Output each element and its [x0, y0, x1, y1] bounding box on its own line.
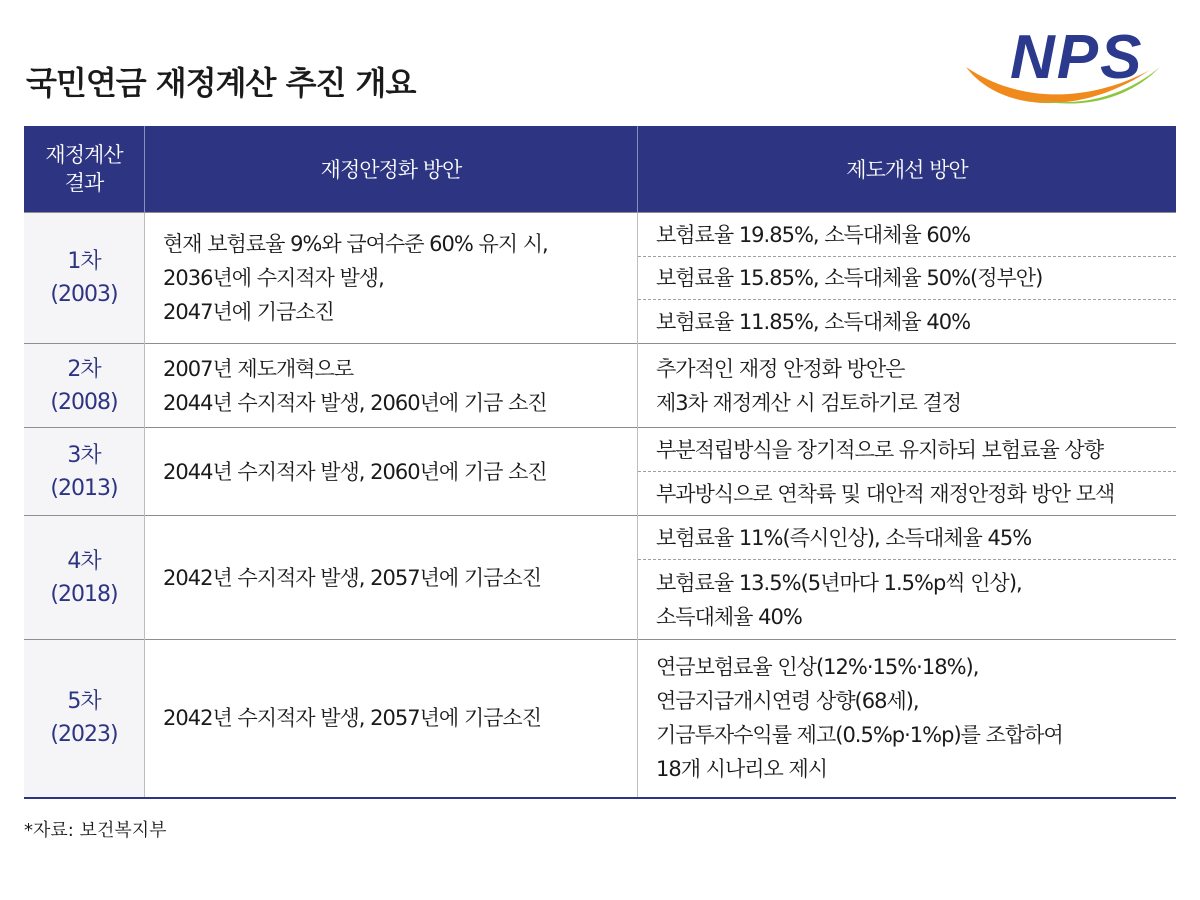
round-label: 3차 [67, 442, 101, 468]
reform-cell [638, 516, 1177, 560]
reform-cell [638, 300, 1177, 344]
stability-cell [145, 344, 638, 428]
stability-cell [145, 640, 638, 798]
stability-line: 2044년 수지적자 발생, 2060년에 기금 소진 [163, 390, 547, 415]
reform-line: 보험료율 11%(즉시인상), 소득대체율 45% [656, 525, 1032, 550]
table-row [24, 344, 1176, 428]
round-year: (2023) [50, 722, 118, 748]
stability-line: 2007년 제도개혁으로 [163, 356, 354, 381]
header-reform: 제도개선 방안 [638, 126, 1177, 213]
reform-cell [638, 344, 1177, 428]
reform-line: 부분적립방식을 장기적으로 유지하되 보험료율 상향 [656, 437, 1103, 462]
source-note: *자료: 보건복지부 [24, 820, 167, 841]
round-cell [24, 344, 145, 428]
round-cell [24, 428, 145, 516]
table-row [24, 428, 1176, 472]
round-label: 4차 [67, 548, 101, 574]
round-cell [24, 213, 145, 344]
reform-line: 보험료율 11.85%, 소득대체율 40% [656, 309, 971, 334]
reform-cell [638, 257, 1177, 300]
stability-line: 2042년 수지적자 발생, 2057년에 기금소진 [163, 706, 541, 731]
nps-logo [960, 22, 1170, 117]
reform-line: 보험료율 13.5%(5년마다 1.5%p씩 인상), [656, 570, 1022, 595]
pension-table [24, 126, 1176, 799]
stability-line: 2047년에 기금소진 [163, 300, 334, 324]
reform-line: 연금지급개시연령 상향(68세), [656, 689, 919, 714]
stability-cell [145, 428, 638, 516]
round-cell [24, 640, 145, 798]
table-row [24, 213, 1176, 257]
round-label: 1차 [67, 249, 101, 274]
page-title: 국민연금 재정계산 추진 개요 [26, 64, 416, 102]
round-year: (2018) [50, 581, 118, 607]
reform-cell [638, 428, 1177, 472]
reform-cell [638, 560, 1177, 640]
reform-line: 보험료율 15.85%, 소득대체율 50%(정부안) [656, 266, 1043, 290]
stability-line: 2042년 수지적자 발생, 2057년에 기금소진 [163, 565, 541, 590]
reform-line: 소득대체율 40% [656, 604, 802, 629]
header-result [24, 126, 145, 213]
round-year: (2003) [50, 282, 118, 307]
reform-line: 연금보험료율 인상(12%·15%·18%), [656, 655, 979, 680]
round-cell [24, 516, 145, 640]
table-row [24, 640, 1176, 798]
round-label: 5차 [67, 689, 101, 715]
stability-cell [145, 213, 638, 344]
stability-line: 2044년 수지적자 발생, 2060년에 기금 소진 [163, 459, 547, 484]
table-header-row [24, 126, 1176, 213]
reform-line: 기금투자수익률 제고(0.5%p·1%p)를 조합하여 [656, 723, 1063, 748]
header-result-label: 재정계산 결과 [45, 143, 123, 195]
stability-line: 2036년에 수지적자 발생, [163, 266, 384, 290]
header-stability: 재정안정화 방안 [145, 126, 638, 213]
reform-line: 부과방식으로 연착륙 및 대안적 재정안정화 방안 모색 [656, 481, 1115, 506]
reform-cell [638, 213, 1177, 257]
reform-line: 보험료율 19.85%, 소득대체율 60% [656, 222, 971, 247]
reform-line: 추가적인 재정 안정화 방안은 [656, 356, 905, 381]
round-year: (2008) [50, 389, 118, 415]
reform-cell [638, 472, 1177, 516]
round-label: 2차 [67, 356, 101, 382]
reform-line: 제3차 재정계산 시 검토하기로 결정 [656, 390, 962, 415]
table-row [24, 516, 1176, 560]
stability-cell [145, 516, 638, 640]
reform-line: 18개 시나리오 제시 [656, 757, 828, 782]
logo-text: NPS [1010, 23, 1144, 92]
round-year: (2013) [50, 475, 118, 501]
reform-cell [638, 640, 1177, 798]
stability-line: 현재 보험료율 9%와 급여수준 60% 유지 시, [163, 232, 548, 256]
